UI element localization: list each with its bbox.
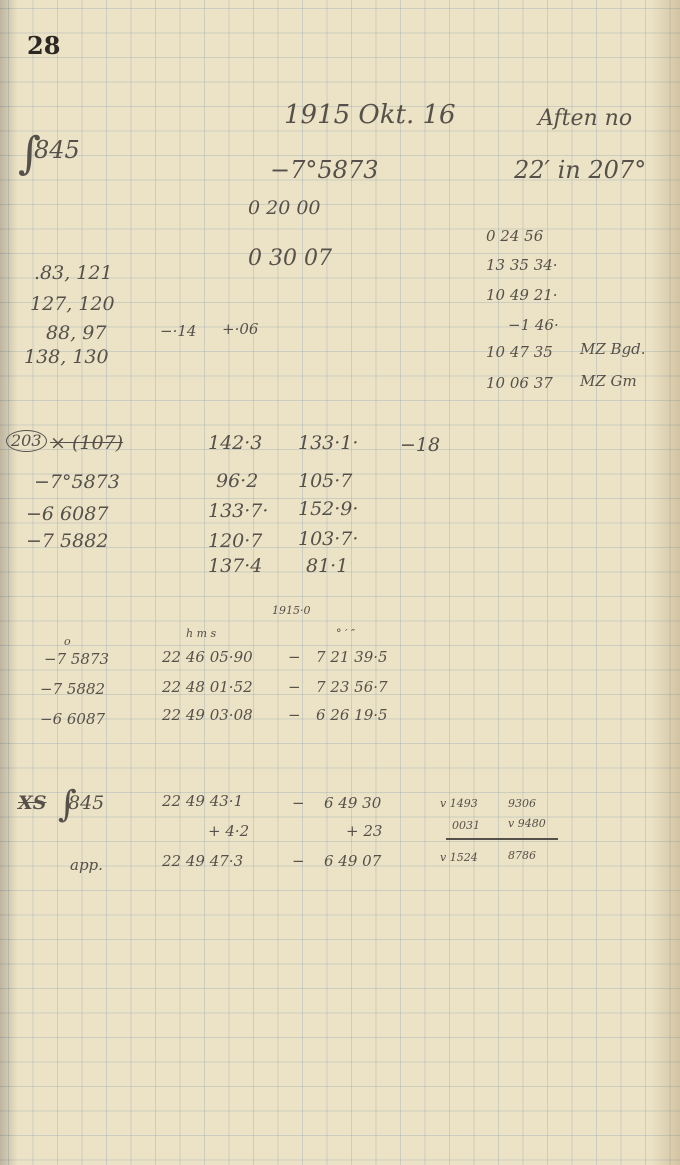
catalog-sign: − — [288, 678, 301, 696]
ra-correction: + 4·2 — [208, 822, 250, 840]
measurement-pair: 127, 120 — [30, 293, 115, 315]
result-sign: − — [292, 794, 305, 812]
time-entry: 13 35 34· — [486, 256, 558, 274]
object-label: 845 — [34, 136, 80, 164]
log-value: 0031 — [452, 819, 480, 832]
measure-col2: 105·7 — [298, 470, 353, 492]
time-entry: 10 49 21· — [486, 286, 558, 304]
apparent-decl: 6 49 07 — [324, 852, 382, 870]
result-decl: 6 49 30 — [324, 794, 382, 812]
log-value: 9306 — [508, 797, 536, 810]
time-entry: 0 24 56 — [486, 227, 544, 245]
declination-entry: −6 6087 — [26, 503, 109, 525]
declination-entry: −7°5873 — [34, 471, 120, 493]
measure-col1: 96·2 — [216, 470, 259, 492]
catalog-decl: 6 26 19·5 — [316, 706, 388, 724]
time-note: MZ Bgd. — [580, 340, 646, 358]
integral-sign: ∫ — [58, 784, 77, 825]
page-number: 28 — [27, 31, 61, 60]
catalog-sign: − — [288, 706, 301, 724]
measurement-pair: .83, 121 — [34, 262, 113, 284]
dec-units: ° ′ ″ — [336, 627, 356, 640]
apparent-ra: 22 49 47·3 — [162, 852, 244, 870]
result-ra: 22 49 43·1 — [162, 792, 244, 810]
time-entry: 0 20 00 — [248, 197, 321, 219]
header-note: Aften no — [538, 106, 633, 131]
degree-mark: o — [64, 635, 71, 648]
catalog-sign: − — [288, 648, 301, 666]
catalog-ra: 22 46 05·90 — [162, 648, 253, 666]
measure-col1: 142·3 — [208, 432, 263, 454]
object-label: 845 — [68, 792, 105, 814]
measure-col1: 133·7· — [208, 500, 269, 522]
log-value: v 9480 — [508, 817, 546, 830]
struck-label: XS — [18, 792, 47, 814]
correction-value: +·06 — [222, 320, 259, 338]
measure-col1: 137·4 — [208, 555, 263, 577]
catalog-dec: −6 6087 — [40, 710, 106, 728]
catalog-decl: 7 21 39·5 — [316, 648, 388, 666]
declination-entry: −7 5882 — [26, 530, 109, 552]
sum-rule — [446, 838, 558, 840]
epoch-label: 1915·0 — [272, 604, 311, 617]
measurement-pair: 138, 130 — [24, 346, 109, 368]
declination-header: −7°5873 — [270, 156, 379, 184]
catalog-dec: −7 5882 — [40, 680, 106, 698]
time-entry: 10 06 37 — [486, 374, 553, 392]
measure-col2: 133·1· — [298, 432, 359, 454]
date-heading: 1915 Okt. 16 — [284, 100, 456, 130]
time-entry: 10 47 35 — [486, 343, 553, 361]
circled-label: 203 — [6, 430, 47, 452]
integral-sign: ∫ — [18, 128, 41, 179]
exposure-header: 22′ in 207° — [514, 156, 647, 184]
measure-col1: 120·7 — [208, 530, 263, 552]
correction-value: −·14 — [160, 322, 197, 340]
measure-col2: 103·7· — [298, 528, 359, 550]
catalog-ra: 22 48 01·52 — [162, 678, 253, 696]
measure-col3: −18 — [400, 434, 441, 456]
decl-correction: + 23 — [346, 822, 383, 840]
measure-col2: 81·1 — [306, 555, 349, 577]
apparent-sign: − — [292, 852, 305, 870]
measurement-pair: 88, 97 — [46, 322, 107, 344]
measure-col2: 152·9· — [298, 498, 359, 520]
time-entry: −1 46· — [508, 316, 559, 334]
struck-label: × (107) — [50, 432, 124, 454]
catalog-ra: 22 49 03·08 — [162, 706, 253, 724]
catalog-dec: −7 5873 — [44, 650, 110, 668]
time-note: MZ Gm — [580, 372, 637, 390]
log-value: v 1493 — [440, 797, 478, 810]
catalog-decl: 7 23 56·7 — [316, 678, 388, 696]
apparent-label: app. — [70, 856, 103, 874]
ra-units: h m s — [186, 627, 217, 640]
time-entry: 0 30 07 — [248, 246, 332, 271]
log-value: 8786 — [508, 849, 536, 862]
log-value: v 1524 — [440, 851, 478, 864]
